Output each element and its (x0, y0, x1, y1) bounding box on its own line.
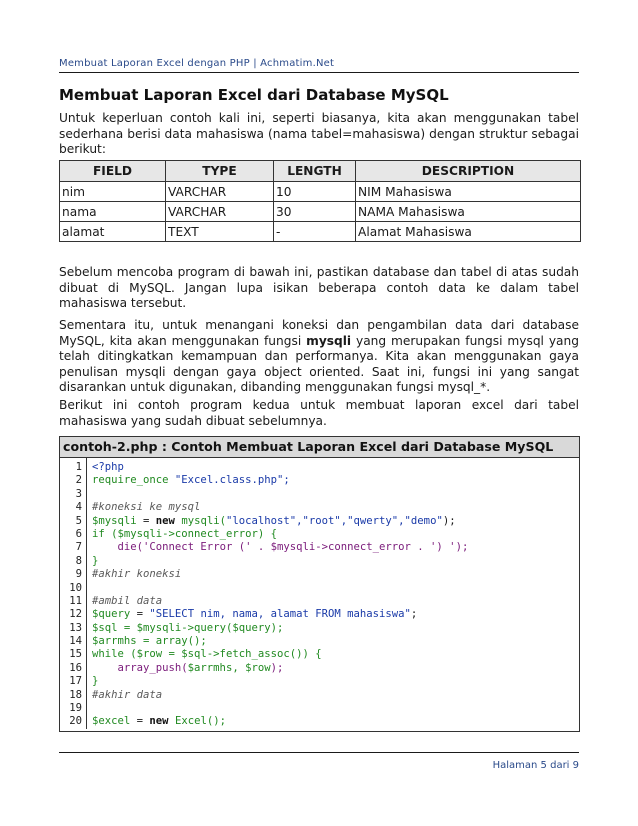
line-number: 15 (69, 648, 82, 661)
line-number: 20 (69, 715, 82, 728)
cell-field: alamat (60, 222, 166, 242)
code-token: = (136, 514, 156, 527)
code-token: ; (410, 608, 418, 621)
table-row (60, 202, 581, 222)
line-number: 17 (69, 675, 82, 688)
code-listing (59, 436, 580, 732)
cell-length: 30 (274, 202, 356, 222)
line-number: 13 (69, 621, 82, 634)
paragraph-mysqli-text-start: Sementara itu, untuk menangani koneksi dan pengambilan data dari database MySQL, kita akan menggunakan fungsi (59, 318, 579, 348)
cell-description: NIM Mahasiswa (356, 182, 581, 202)
code-line (60, 675, 579, 688)
column-header-description: DESCRIPTION (356, 161, 581, 182)
line-number: 2 (75, 474, 82, 487)
cell-length: 10 (274, 182, 356, 202)
line-number: 4 (75, 501, 82, 514)
column-header-length: LENGTH (274, 161, 356, 182)
code-token: = (130, 608, 150, 621)
code-token: <?php (92, 461, 124, 473)
code-token: } (92, 675, 99, 688)
code-string: "localhost","root","qwerty","demo" (225, 514, 443, 527)
code-token: $arrmhs (92, 635, 137, 648)
code-token: $excel (92, 715, 131, 728)
line-number: 10 (69, 581, 82, 594)
page-title: Membuat Laporan Excel dari Database MySQL (59, 86, 449, 104)
page-footer: Halaman 5 dari 9 (492, 760, 579, 771)
line-number: 3 (75, 487, 82, 500)
code-line (60, 461, 579, 474)
intro-paragraph: Untuk keperluan contoh kali ini, seperti biasanya, kita akan menggunakan tabel sederhana berisi data mahasiswa (nama tabel=mahasiswa) dengan struktur sebagai berikut: (59, 111, 579, 156)
cell-field: nama (60, 202, 166, 222)
line-number: 19 (69, 702, 82, 715)
line-number: 12 (69, 608, 82, 621)
code-token: ($mysqli->connect_error) { (104, 527, 277, 540)
code-token: ); (270, 661, 284, 674)
code-token: = array(); (136, 635, 207, 648)
code-line (60, 474, 579, 487)
code-line (60, 541, 579, 554)
code-token: = $mysqli->query($query); (117, 621, 284, 634)
code-line (60, 662, 579, 675)
code-line (60, 501, 579, 514)
header-divider (59, 72, 579, 73)
code-token: $mysqli (92, 514, 137, 527)
cell-description: NAMA Mahasiswa (356, 202, 581, 222)
line-number: 1 (75, 461, 82, 473)
code-line (60, 528, 579, 541)
cell-length: - (274, 222, 356, 242)
code-line (60, 715, 579, 728)
page-header: Membuat Laporan Excel dengan PHP | Achmatim.Net (59, 58, 335, 69)
code-token: $arrmhs, $row (187, 661, 271, 674)
line-number: 9 (75, 568, 82, 581)
code-line (60, 555, 579, 568)
code-string: "SELECT nim, nama, alamat FROM mahasiswa" (149, 608, 411, 621)
code-token: ($row = $sql->fetch_assoc()) { (123, 648, 322, 661)
code-line (60, 689, 579, 702)
line-number: 6 (75, 527, 82, 540)
code-line (60, 515, 579, 528)
code-token: $query (92, 608, 131, 621)
paragraph-mysqli-note (59, 318, 579, 396)
code-token: ); (442, 514, 456, 527)
code-token: "Excel.class.php"; (168, 474, 290, 487)
column-header-type: TYPE (166, 161, 274, 182)
code-line (60, 648, 579, 661)
cell-type: VARCHAR (166, 202, 274, 222)
line-number: 5 (75, 514, 82, 527)
code-token: mysqli( (174, 514, 226, 527)
code-comment: #akhir data (92, 688, 163, 701)
paragraph-mysqli-text-end: yang merupakan fungsi mysql yang telah ditingkatkan kemampuan dan performanya. Kita akan menggunakan gaya penulisan mysqli dengan gaya object oriented. Saat ini, fungsi ini yang sangat disarankan untuk digunakan, dibanding menggunakan fungsi mysql_*. (59, 333, 579, 394)
code-string: 'Connect Error (' . $mysqli->connect_error . ') ' (143, 541, 456, 554)
cell-type: TEXT (166, 222, 274, 242)
footer-divider (59, 752, 579, 753)
code-comment: #akhir koneksi (92, 568, 182, 581)
line-number: 7 (75, 541, 82, 554)
line-number: 8 (75, 554, 82, 567)
paragraph-setup-note: Sebelum mencoba program di bawah ini, pastikan database dan tabel di atas sudah dibuat di MySQL. Jangan lupa isikan beberapa contoh data ke dalam tabel mahasiswa tersebut. (59, 265, 579, 310)
structure-table (59, 160, 581, 242)
paragraph-example-intro: Berikut ini contoh program kedua untuk membuat laporan excel dari tabel mahasiswa yang sudah dibuat sebelumnya. (59, 398, 579, 428)
code-token: $sql (92, 621, 118, 634)
line-number: 11 (69, 594, 82, 607)
line-number: 18 (69, 688, 82, 701)
code-token: Excel(); (168, 715, 226, 728)
code-line (60, 635, 579, 648)
code-comment: #koneksi ke mysql (92, 501, 201, 514)
code-keyword: new (149, 715, 169, 728)
code-line (60, 568, 579, 581)
table-row (60, 222, 581, 242)
code-line (60, 488, 579, 501)
code-token: require_once (92, 474, 169, 487)
table-row (60, 182, 581, 202)
code-line (60, 702, 579, 715)
code-token: = (130, 715, 150, 728)
code-listing-title: contoh-2.php : Contoh Membuat Laporan Excel dari Database MySQL (60, 437, 579, 458)
mysqli-keyword: mysqli (306, 333, 352, 348)
code-keyword: if (92, 527, 105, 540)
code-token: die( (92, 541, 144, 554)
cell-type: VARCHAR (166, 182, 274, 202)
column-header-field: FIELD (60, 161, 166, 182)
code-token: ); (455, 541, 469, 554)
line-number: 16 (69, 661, 82, 674)
table-header-row (60, 161, 581, 182)
cell-description: Alamat Mahasiswa (356, 222, 581, 242)
code-keyword: new (155, 514, 175, 527)
code-line (60, 608, 579, 621)
code-comment: #ambil data (92, 594, 163, 607)
code-line (60, 595, 579, 608)
cell-field: nim (60, 182, 166, 202)
code-line (60, 582, 579, 595)
line-number: 14 (69, 635, 82, 648)
code-line (60, 622, 579, 635)
code-token: array_push( (92, 661, 188, 674)
code-token: } (92, 554, 99, 567)
code-keyword: while (92, 648, 124, 661)
